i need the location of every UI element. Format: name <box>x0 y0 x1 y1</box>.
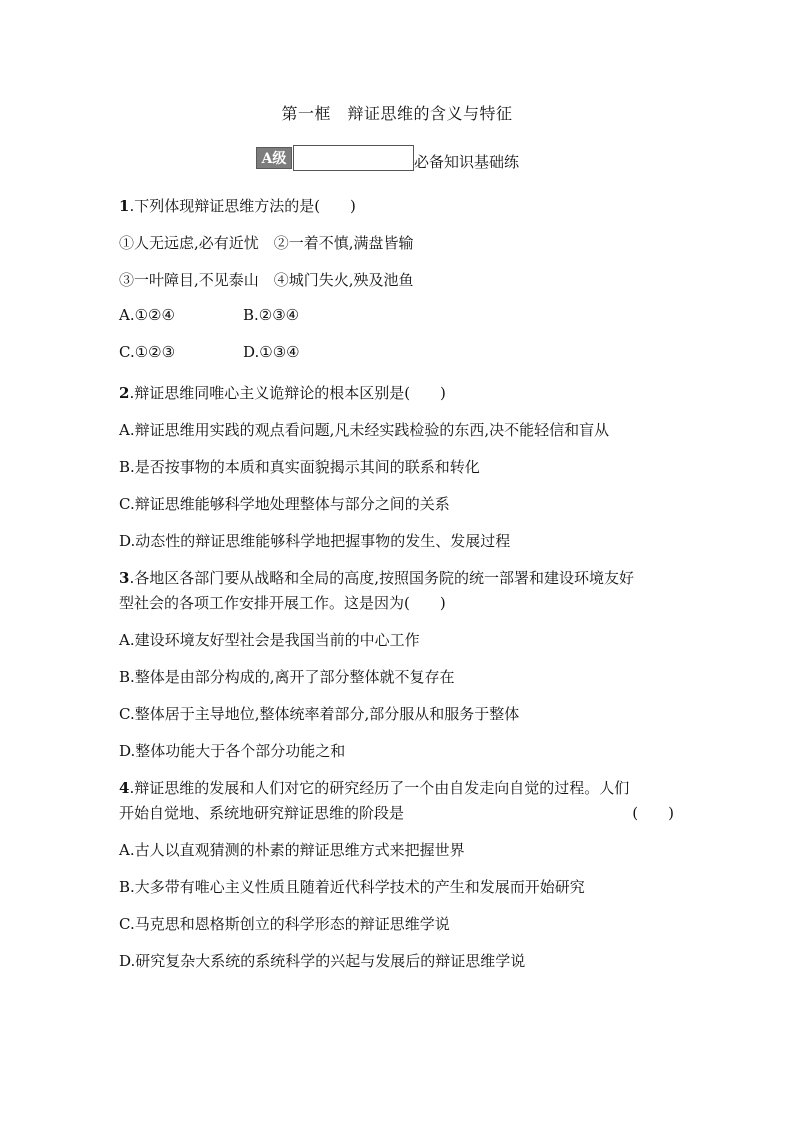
question-text: 开始自觉地、系统地研究辩证思维的阶段是 <box>119 804 405 822</box>
answer-parentheses: ( ) <box>632 804 674 822</box>
level-badge: A级 <box>256 147 292 169</box>
question-number: 1 <box>119 197 130 215</box>
question-3-stem-line-1 <box>119 567 634 588</box>
question-number: 3 <box>119 569 130 587</box>
question-text: .辩证思维的发展和人们对它的研究经历了一个由自发走向自觉的过程。人们 <box>129 779 630 797</box>
question-4-option-d: D.研究复杂大系统的系统科学的兴起与发展后的辩证思维学说 <box>119 952 526 970</box>
question-number: 4 <box>119 779 130 797</box>
question-1-stem <box>119 195 356 216</box>
question-2-stem <box>119 382 446 403</box>
question-1-statement-1: ①人无远虑,必有近忧 ②一着不慎,满盘皆输 <box>119 234 414 252</box>
score-box <box>293 145 414 171</box>
option-a: A.①②④ <box>119 306 175 324</box>
question-text: .辩证思维同唯心主义诡辩论的根本区别是( ) <box>129 384 446 402</box>
question-3-option-c: C.整体居于主导地位,整体统率着部分,部分服从和服务于整体 <box>119 705 520 723</box>
question-4-option-b: B.大多带有唯心主义性质且随着近代科学技术的产生和发展而开始研究 <box>119 878 585 896</box>
question-1-statement-2: ③一叶障目,不见泰山 ④城门失火,殃及池鱼 <box>119 271 414 289</box>
section-title: 第一框 辩证思维的含义与特征 <box>281 104 513 123</box>
question-4-stem-line-1 <box>119 777 629 798</box>
question-text: .下列体现辩证思维方法的是( ) <box>129 197 356 215</box>
question-4-stem-line-2 <box>119 802 677 823</box>
question-3-option-d: D.整体功能大于各个部分功能之和 <box>119 742 346 760</box>
question-number: 2 <box>119 384 130 402</box>
option-c: C.①②③ <box>119 343 176 361</box>
question-4-option-c: C.马克思和恩格斯创立的科学形态的辩证思维学说 <box>119 915 450 933</box>
question-3-stem-line-2: 型社会的各项工作安排开展工作。这是因为( ) <box>119 594 446 612</box>
option-d: D.①③④ <box>243 343 300 361</box>
option-b: B.②③④ <box>243 306 300 324</box>
question-2-option-b: B.是否按事物的本质和真实面貌揭示其间的联系和转化 <box>119 458 480 476</box>
question-2-option-c: C.辩证思维能够科学地处理整体与部分之间的关系 <box>119 495 450 513</box>
question-3-option-b: B.整体是由部分构成的,离开了部分整体就不复存在 <box>119 668 455 686</box>
question-2-option-d: D.动态性的辩证思维能够科学地把握事物的发生、发展过程 <box>119 532 511 550</box>
question-4-option-a: A.古人以直观猜测的朴素的辩证思维方式来把握世界 <box>119 841 465 859</box>
question-text: .各地区各部门要从战略和全局的高度,按照国务院的统一部署和建设环境友好 <box>129 569 634 587</box>
question-3-option-a: A.建设环境友好型社会是我国当前的中心工作 <box>119 631 420 649</box>
question-1-options-row-2 <box>119 343 419 361</box>
question-1-options-row-1 <box>119 306 419 324</box>
level-label: 必备知识基础练 <box>414 153 520 171</box>
level-header <box>256 145 556 173</box>
question-2-option-a: A.辩证思维用实践的观点看问题,凡未经实践检验的东西,决不能轻信和盲从 <box>119 421 610 439</box>
